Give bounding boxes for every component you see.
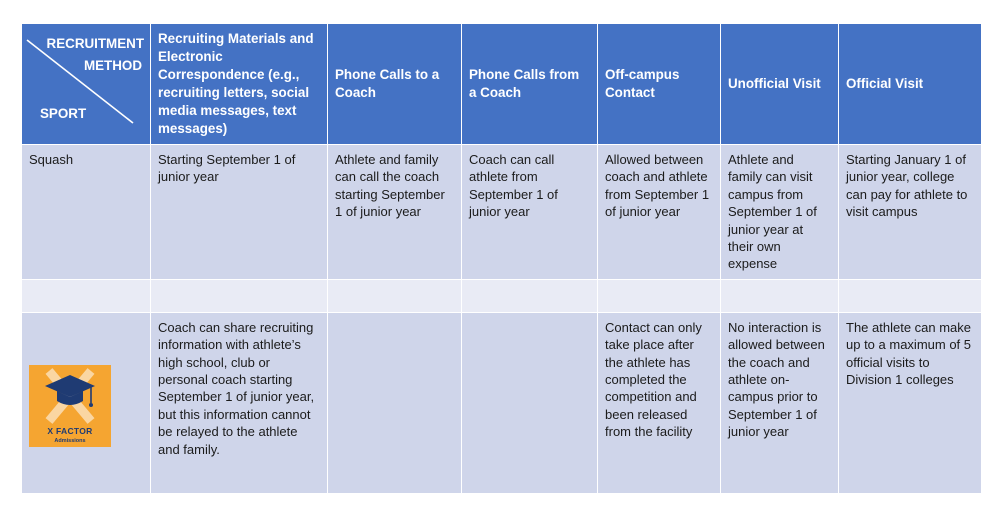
corner-method-label-2: METHOD [83, 58, 142, 73]
sport-cell: Squash [22, 145, 151, 280]
table-cell [721, 279, 839, 312]
sport-cell [22, 279, 151, 312]
col-header-off-campus-contact: Off-campus Contact [598, 24, 721, 145]
table-cell: Starting January 1 of junior year, college can pay for athlete to visit campus [839, 145, 982, 280]
recruiting-rules-table [21, 23, 982, 494]
logo-title: X FACTOR [47, 425, 93, 436]
col-header-recruiting-materials: Recruiting Materials and Electronic Correspondence (e.g., recruiting letters, social media messages, text messages) [151, 24, 328, 145]
table-cell: Starting September 1 of junior year [151, 145, 328, 280]
table-cell [839, 279, 982, 312]
table-cell: The athlete can make up to a maximum of 5 official visits to Division 1 colleges [839, 312, 982, 493]
table-cell [328, 312, 462, 493]
table-row [22, 312, 982, 493]
corner-sport-label: SPORT [40, 106, 87, 121]
table-cell: Allowed between coach and athlete from September 1 of junior year [598, 145, 721, 280]
x-factor-admissions-logo [29, 365, 111, 447]
table-row [22, 145, 982, 280]
col-header-phone-calls-from-coach: Phone Calls from a Coach [462, 24, 598, 145]
corner-method-label-1: RECRUITMENT [46, 36, 144, 51]
table-cell: No interaction is allowed between the coach and athlete on-campus prior to September 1 of junior year [721, 312, 839, 493]
table-cell: Coach can share recruiting information with athlete’s high school, club or personal coach starting September 1 of junior year, but this information cannot be relayed to the athlete and family. [151, 312, 328, 493]
table-cell: Coach can call athlete from September 1 of junior year [462, 145, 598, 280]
table-cell [151, 279, 328, 312]
sport-cell [22, 312, 151, 493]
table-cell [462, 279, 598, 312]
table-cell: Athlete and family can visit campus from September 1 of junior year at their own expense [721, 145, 839, 280]
logo-subtitle: Admissions [54, 437, 86, 444]
table-row [22, 279, 982, 312]
col-header-unofficial-visit: Unofficial Visit [721, 24, 839, 145]
table-cell [462, 312, 598, 493]
table-cell [598, 279, 721, 312]
col-header-phone-calls-to-coach: Phone Calls to a Coach [328, 24, 462, 145]
table-cell [328, 279, 462, 312]
header-row [22, 24, 982, 145]
col-header-official-visit: Official Visit [839, 24, 982, 145]
table-cell: Athlete and family can call the coach starting September 1 of junior year [328, 145, 462, 280]
table-cell: Contact can only take place after the athlete has completed the competition and been released from the facility [598, 312, 721, 493]
header-corner-cell [22, 24, 151, 145]
